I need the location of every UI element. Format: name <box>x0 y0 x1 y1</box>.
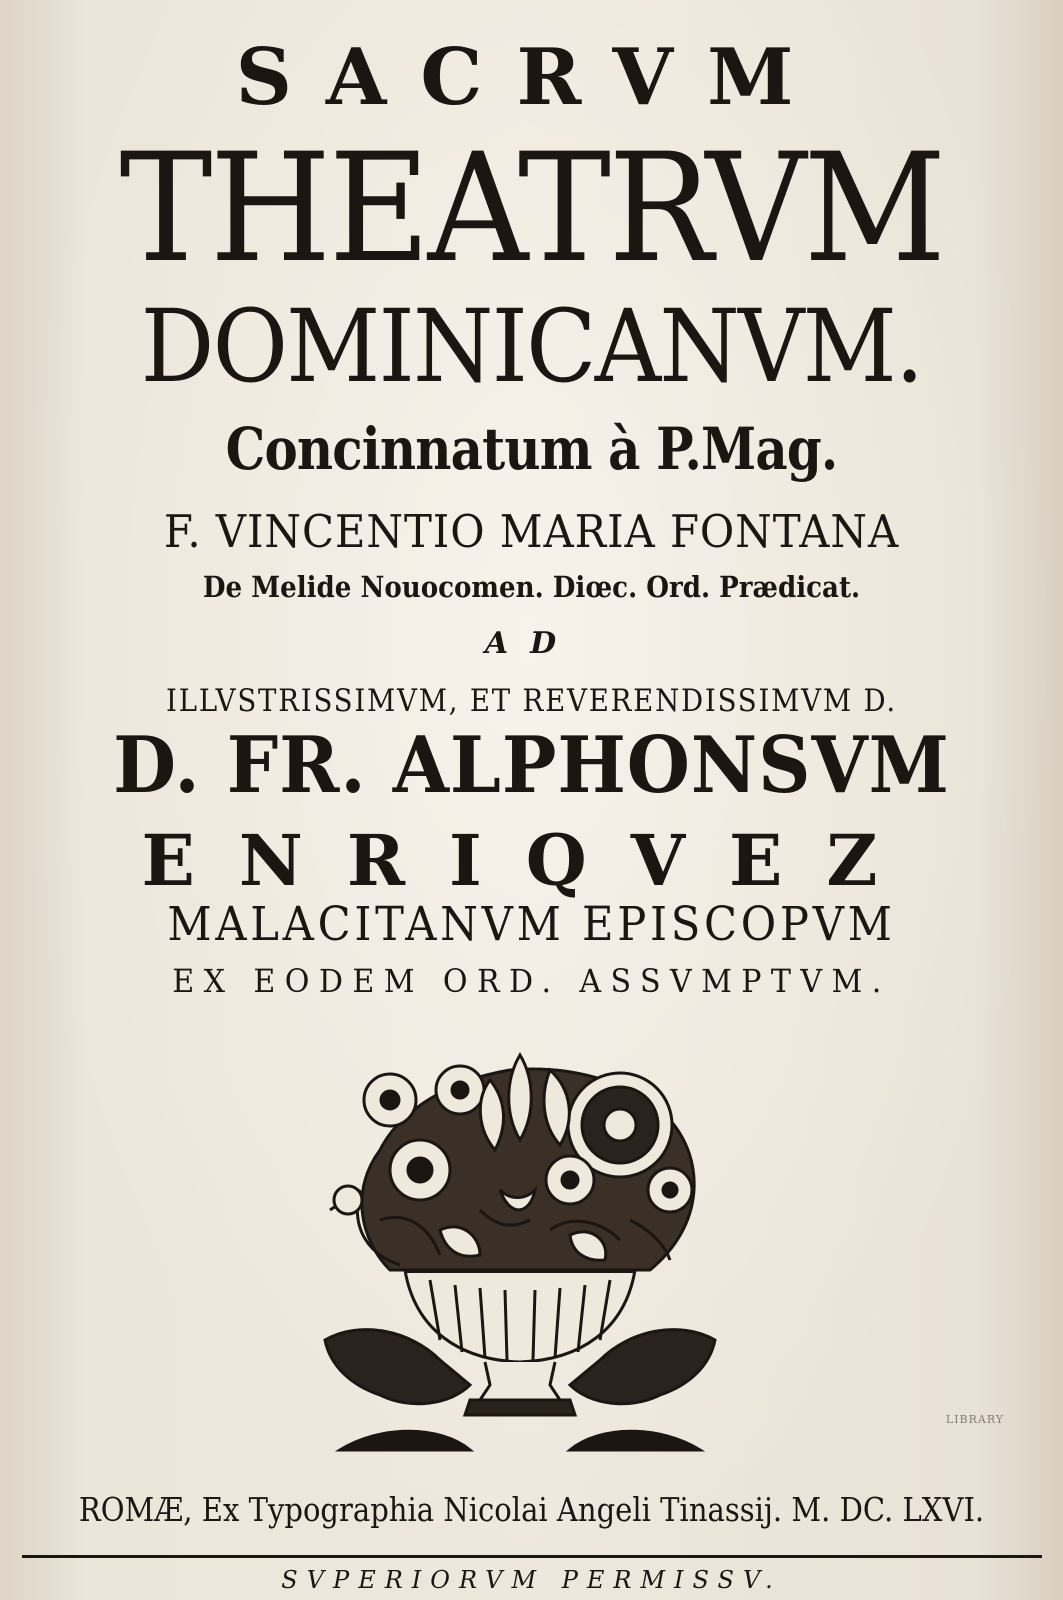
permission-line: SVPERIORVM PERMISSV. <box>281 1566 782 1594</box>
dedication-line-1: ILLVSTRISSIMVM, ET REVERENDISSIMVM D. <box>166 683 897 719</box>
title-line-sacrum: SACRVM <box>235 32 828 123</box>
flower-basket-woodcut-icon <box>320 1040 720 1460</box>
imprint-line: ROMÆ, Ex Typographia Nicolai Angeli Tinassij. M. DC. LXVI. <box>78 1490 985 1529</box>
library-stamp <box>920 1410 1030 1470</box>
author-name: F. VINCENTIO MARIA FONTANA <box>163 505 900 558</box>
title-line-theatrum: THEATRVM <box>119 122 944 296</box>
author-detail: De Melide Nouocomen. Diœc. Ord. Prædicat. <box>202 570 861 604</box>
dedication-line-3: ENRIQVEZ <box>141 819 922 902</box>
library-stamp-text: LIBRARY <box>945 1413 1005 1426</box>
imprint-rule <box>22 1555 1042 1558</box>
dedication-ad: AD <box>484 626 579 661</box>
dedication-line-4: MALACITANVM EPISCOPVM <box>167 897 896 952</box>
dedication-line-5: EX EODEM ORD. ASSVMPTVM. <box>172 962 891 1000</box>
title-line-dominicanum: DOMINICANVM. <box>140 288 923 405</box>
subtitle-concinnatum: Concinnatum à P.Mag. <box>225 415 838 483</box>
dedication-line-2: D. FR. ALPHONSVM <box>113 720 950 811</box>
